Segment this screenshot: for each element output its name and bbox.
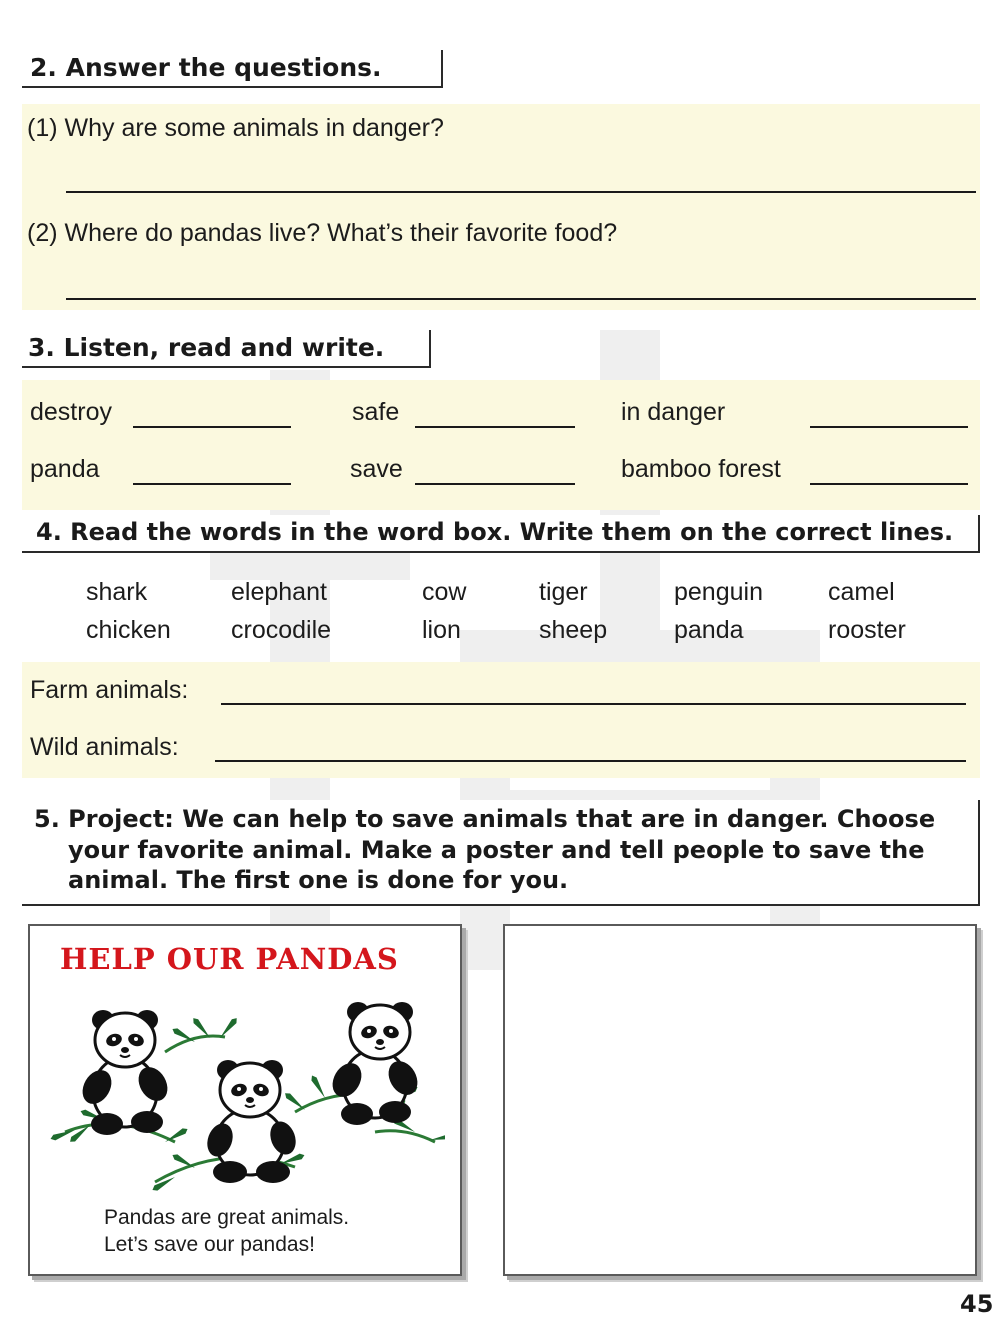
section3-heading: 3. Listen, read and write. [28, 333, 385, 362]
wild-animals-line[interactable] [215, 760, 966, 762]
word-box-item: penguin [674, 578, 763, 606]
word-panda: panda [30, 455, 100, 483]
word-box-item: cow [422, 578, 467, 606]
word-destroy: destroy [30, 398, 112, 426]
word-box-item: rooster [828, 616, 906, 644]
farm-animals-label: Farm animals: [30, 676, 189, 704]
answer-line-2[interactable] [66, 298, 976, 300]
word-box-item: crocodile [231, 616, 332, 644]
section5-heading-line-1: 5. Project: We can help to save animals that are in danger. Choose [34, 805, 936, 833]
word-save: save [350, 455, 403, 483]
write-line-bamboo-forest[interactable] [810, 483, 968, 485]
word-box-item: chicken [86, 616, 171, 644]
write-line-panda[interactable] [133, 483, 291, 485]
word-bamboo-forest: bamboo forest [621, 455, 781, 483]
word-box-item: camel [828, 578, 895, 606]
word-box-item: elephant [231, 578, 327, 606]
pandas-illustration [45, 992, 445, 1202]
poster-title: HELP OUR PANDAS [60, 942, 399, 976]
example-poster [28, 924, 462, 1276]
write-line-in-danger[interactable] [810, 426, 968, 428]
wild-animals-label: Wild animals: [30, 733, 179, 761]
word-safe: safe [352, 398, 400, 426]
question-2: (2) Where do pandas live? What’s their favorite food? [27, 219, 618, 247]
question-1: (1) Why are some animals in danger? [27, 114, 444, 142]
section2-heading: 2. Answer the questions. [30, 53, 382, 82]
word-in-danger: in danger [621, 398, 726, 426]
farm-animals-line[interactable] [221, 703, 966, 705]
word-box-item: tiger [539, 578, 588, 606]
poster-caption-line-2: Let’s save our pandas! [104, 1233, 315, 1256]
word-box-item: shark [86, 578, 148, 606]
blank-poster[interactable] [503, 924, 977, 1276]
write-line-safe[interactable] [415, 426, 575, 428]
section3-word-area [22, 380, 980, 510]
poster-caption-line-1: Pandas are great animals. [104, 1206, 350, 1229]
answer-line-1[interactable] [66, 191, 976, 193]
panda-right [327, 1002, 424, 1125]
write-line-destroy[interactable] [133, 426, 291, 428]
section4-heading: 4. Read the words in the word box. Write them on the correct lines. [36, 518, 954, 546]
word-box-item: panda [674, 616, 744, 644]
page-number: 45 [960, 1290, 994, 1318]
section5-heading-line-3: animal. The first one is done for you. [68, 866, 569, 894]
write-line-save[interactable] [415, 483, 575, 485]
word-box-item: lion [422, 616, 461, 644]
section5-heading-line-2: your favorite animal. Make a poster and tell people to save the [68, 836, 925, 864]
word-box-item: sheep [539, 616, 608, 644]
